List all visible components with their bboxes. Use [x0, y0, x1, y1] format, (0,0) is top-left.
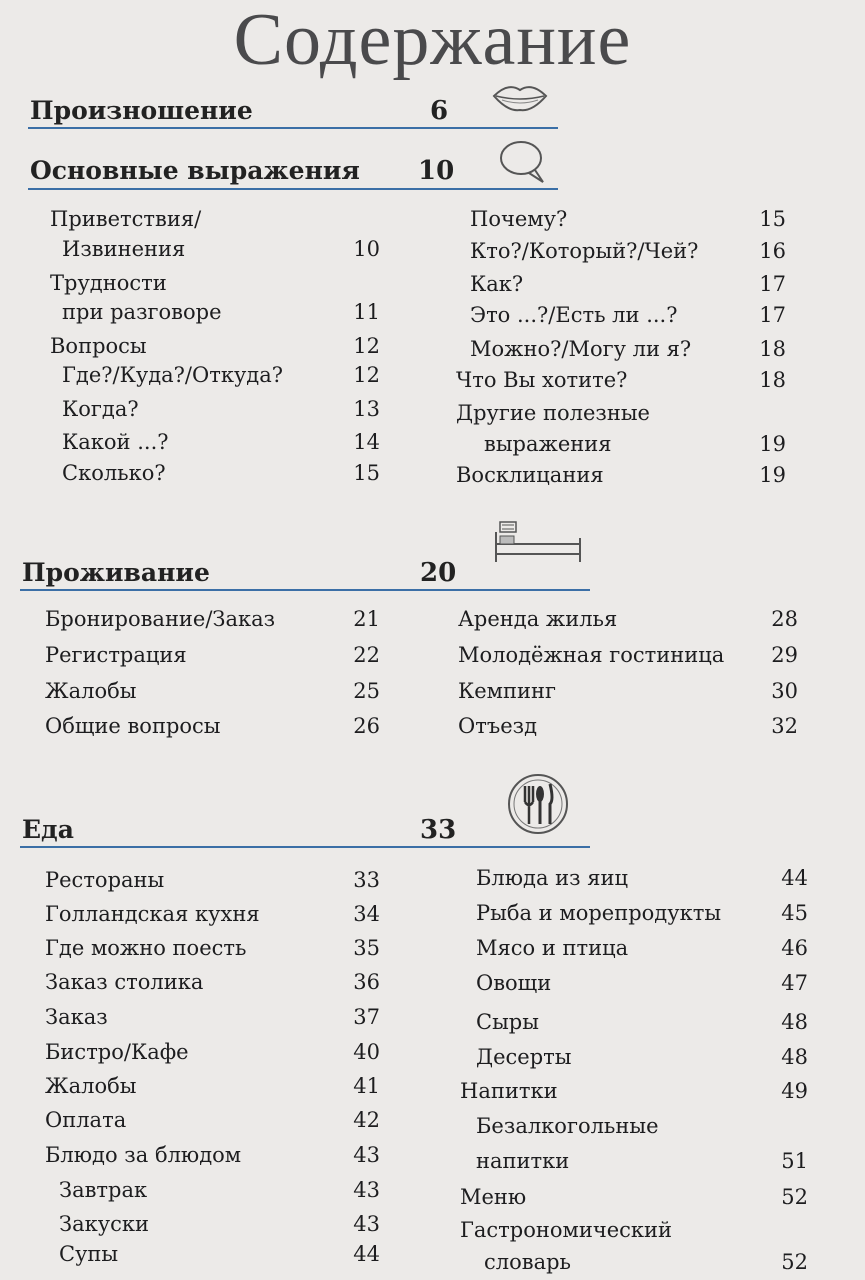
toc-entry-page: 49 — [781, 1079, 808, 1103]
toc-entry[interactable] — [458, 639, 798, 673]
toc-entry-page: 12 — [353, 363, 380, 387]
toc-entry-title: Овощи — [476, 971, 552, 995]
toc-entry-page: 43 — [353, 1143, 380, 1167]
toc-entry[interactable] — [456, 299, 786, 333]
section-rule — [20, 589, 590, 591]
toc-entry-title: Молодёжная гостиница — [458, 643, 725, 667]
toc-entry-title: выражения — [484, 432, 612, 456]
toc-entry-title: Жалобы — [45, 679, 137, 703]
toc-entry-page: 32 — [771, 714, 798, 738]
toc-entry-page: 43 — [353, 1212, 380, 1236]
toc-entry-title: Сколько? — [62, 461, 166, 485]
toc-entry-title: Блюда из яиц — [476, 866, 629, 890]
toc-entry-title: Аренда жилья — [458, 607, 618, 631]
toc-entry-page: 41 — [353, 1074, 380, 1098]
toc-entry-page: 52 — [781, 1250, 808, 1274]
toc-entry-page: 42 — [353, 1108, 380, 1132]
toc-entry-page: 48 — [781, 1010, 808, 1034]
toc-entry[interactable] — [45, 675, 380, 709]
toc-entry-title: Закуски — [59, 1212, 149, 1236]
toc-entry-title: Какой ...? — [62, 430, 169, 454]
toc-entry-title: Трудности — [50, 271, 167, 295]
toc-entry[interactable] — [45, 932, 380, 966]
toc-entry[interactable] — [50, 393, 380, 427]
toc-entry[interactable] — [45, 1208, 380, 1242]
toc-entry-title: Почему? — [470, 207, 568, 231]
section-rule — [28, 127, 558, 129]
toc-entry[interactable] — [45, 864, 380, 898]
toc-entry[interactable] — [456, 203, 786, 237]
toc-entry-page: 15 — [353, 461, 380, 485]
toc-entry-page: 26 — [353, 714, 380, 738]
toc-entry-page: 19 — [759, 432, 786, 456]
speech-bubble-icon — [485, 138, 549, 192]
toc-entry[interactable] — [460, 932, 808, 966]
section-page-accommodation: 20 — [420, 558, 457, 588]
toc-entry-page: 34 — [353, 902, 380, 926]
toc-entry-title: Сыры — [476, 1010, 539, 1034]
toc-entry[interactable] — [45, 1001, 380, 1035]
toc-entry[interactable] — [45, 1139, 380, 1173]
toc-entry[interactable] — [45, 1174, 380, 1208]
toc-entry[interactable] — [458, 603, 798, 637]
toc-entry-page: 48 — [781, 1045, 808, 1069]
toc-entry-title: при разговоре — [62, 300, 222, 324]
cutlery-icon — [506, 772, 570, 840]
toc-entry[interactable] — [456, 428, 786, 462]
toc-entry[interactable] — [45, 966, 380, 1000]
toc-entry-title: Рестораны — [45, 868, 165, 892]
toc-entry[interactable] — [50, 426, 380, 460]
toc-entry-title: Бронирование/Заказ — [45, 607, 276, 631]
toc-entry-page: 43 — [353, 1178, 380, 1202]
toc-entry-title: Оплата — [45, 1108, 127, 1132]
toc-entry-title: Заказ — [45, 1005, 108, 1029]
toc-entry-title: Общие вопросы — [45, 714, 221, 738]
toc-entry-title: Жалобы — [45, 1074, 137, 1098]
toc-entry-title: Другие полезные — [456, 401, 650, 425]
section-rule — [20, 846, 590, 848]
toc-entry-title: Напитки — [460, 1079, 558, 1103]
toc-entry-page: 12 — [353, 334, 380, 358]
toc-entry-title: Бистро/Кафе — [45, 1040, 189, 1064]
toc-entry-title: Вопросы — [50, 334, 147, 358]
toc-entry[interactable] — [50, 359, 380, 393]
toc-entry-title: Супы — [59, 1242, 119, 1266]
toc-entry[interactable] — [460, 1145, 808, 1179]
toc-entry-page: 45 — [781, 901, 808, 925]
toc-entry-page: 46 — [781, 936, 808, 960]
toc-entry[interactable] — [458, 675, 798, 709]
toc-entry-title: Десерты — [476, 1045, 572, 1069]
toc-entry[interactable] — [460, 1041, 808, 1075]
toc-entry-page: 17 — [759, 303, 786, 327]
section-rule — [28, 188, 558, 190]
toc-entry-title: словарь — [484, 1250, 571, 1274]
toc-entry-page: 18 — [759, 337, 786, 361]
toc-entry-title: Рыба и морепродукты — [476, 901, 722, 925]
toc-entry-title: Как? — [470, 272, 524, 296]
bed-icon — [490, 518, 586, 570]
toc-entry[interactable] — [45, 639, 380, 673]
toc-entry[interactable] — [50, 203, 380, 237]
section-title-accommodation[interactable]: Проживание — [22, 558, 210, 587]
toc-entry[interactable] — [50, 296, 380, 330]
toc-entry-title: Заказ столика — [45, 970, 204, 994]
toc-entry-page: 52 — [781, 1185, 808, 1209]
toc-entry-page: 21 — [353, 607, 380, 631]
toc-entry-title: Извинения — [62, 237, 186, 261]
toc-entry-page: 17 — [759, 272, 786, 296]
toc-entry-page: 37 — [353, 1005, 380, 1029]
toc-entry-title: Где можно поесть — [45, 936, 247, 960]
toc-entry-page: 51 — [781, 1149, 808, 1173]
toc-entry-page: 15 — [759, 207, 786, 231]
toc-entry[interactable] — [460, 862, 808, 896]
toc-entry-page: 14 — [353, 430, 380, 454]
toc-entry-title: Блюдо за блюдом — [45, 1143, 242, 1167]
toc-entry-page: 40 — [353, 1040, 380, 1064]
toc-entry[interactable] — [45, 1070, 380, 1104]
toc-entry-page: 29 — [771, 643, 798, 667]
toc-entry[interactable] — [460, 1246, 808, 1280]
toc-entry-page: 33 — [353, 868, 380, 892]
toc-entry-title: напитки — [476, 1149, 570, 1173]
toc-entry-title: Это ...?/Есть ли ...? — [470, 303, 678, 327]
toc-entry-page: 25 — [353, 679, 380, 703]
toc-entry-page: 44 — [353, 1242, 380, 1266]
toc-entry-page: 30 — [771, 679, 798, 703]
section-page-basic: 10 — [418, 156, 455, 186]
toc-entry[interactable] — [50, 233, 380, 267]
toc-entry[interactable] — [460, 1110, 808, 1144]
toc-entry[interactable] — [460, 1181, 808, 1215]
toc-entry-title: Мясо и птица — [476, 936, 629, 960]
toc-entry[interactable] — [45, 603, 380, 637]
toc-entry[interactable] — [460, 1006, 808, 1040]
toc-entry[interactable] — [45, 1238, 380, 1272]
toc-entry-title: Кемпинг — [458, 679, 557, 703]
page-title: Содержание — [233, 0, 632, 81]
toc-entry-title: Отъезд — [458, 714, 538, 738]
section-page-pronunciation: 6 — [430, 96, 449, 126]
toc-entry-title: Можно?/Могу ли я? — [470, 337, 692, 361]
toc-entry[interactable] — [460, 897, 808, 931]
toc-entry-title: Что Вы хотите? — [456, 368, 628, 392]
toc-entry-page: 13 — [353, 397, 380, 421]
toc-entry[interactable] — [45, 710, 380, 744]
toc-entry-title: Голландская кухня — [45, 902, 260, 926]
lips-icon — [490, 80, 550, 120]
toc-entry[interactable] — [456, 333, 786, 367]
toc-entry[interactable] — [460, 1075, 808, 1109]
toc-entry-title: Когда? — [62, 397, 139, 421]
toc-entry[interactable] — [45, 1104, 380, 1138]
toc-entry[interactable] — [460, 967, 808, 1001]
toc-entry-page: 47 — [781, 971, 808, 995]
toc-entry[interactable] — [456, 459, 786, 493]
toc-entry-title: Безалкогольные — [476, 1114, 659, 1138]
toc-entry[interactable] — [45, 1036, 380, 1070]
toc-entry-title: Приветствия/ — [50, 207, 202, 231]
toc-entry-title: Восклицания — [456, 463, 604, 487]
toc-entry-title: Где?/Куда?/Откуда? — [62, 363, 284, 387]
section-title-basic[interactable]: Основные выражения — [30, 156, 360, 185]
toc-entry[interactable] — [456, 364, 786, 398]
toc-entry-page: 44 — [781, 866, 808, 890]
toc-entry[interactable] — [458, 710, 798, 744]
toc-entry-page: 16 — [759, 239, 786, 263]
section-title-pronunciation[interactable]: Произношение — [30, 96, 253, 125]
toc-entry-page: 19 — [759, 463, 786, 487]
toc-entry[interactable] — [456, 397, 786, 431]
section-page-food: 33 — [420, 815, 457, 845]
toc-entry-title: Регистрация — [45, 643, 187, 667]
toc-entry-page: 28 — [771, 607, 798, 631]
toc-entry[interactable] — [45, 898, 380, 932]
toc-entry-page: 22 — [353, 643, 380, 667]
toc-entry-page: 10 — [353, 237, 380, 261]
toc-entry[interactable] — [50, 457, 380, 491]
toc-entry-title: Гастрономический — [460, 1218, 673, 1242]
toc-entry-title: Кто?/Который?/Чей? — [470, 239, 699, 263]
toc-entry-page: 36 — [353, 970, 380, 994]
section-title-food[interactable]: Еда — [22, 815, 74, 844]
toc-entry-title: Завтрак — [59, 1178, 148, 1202]
toc-entry[interactable] — [456, 235, 786, 269]
toc-entry-page: 11 — [353, 300, 380, 324]
toc-entry[interactable] — [456, 268, 786, 302]
toc-entry-title: Меню — [460, 1185, 527, 1209]
toc-entry-page: 18 — [759, 368, 786, 392]
toc-entry[interactable] — [460, 1214, 808, 1248]
toc-entry-page: 35 — [353, 936, 380, 960]
